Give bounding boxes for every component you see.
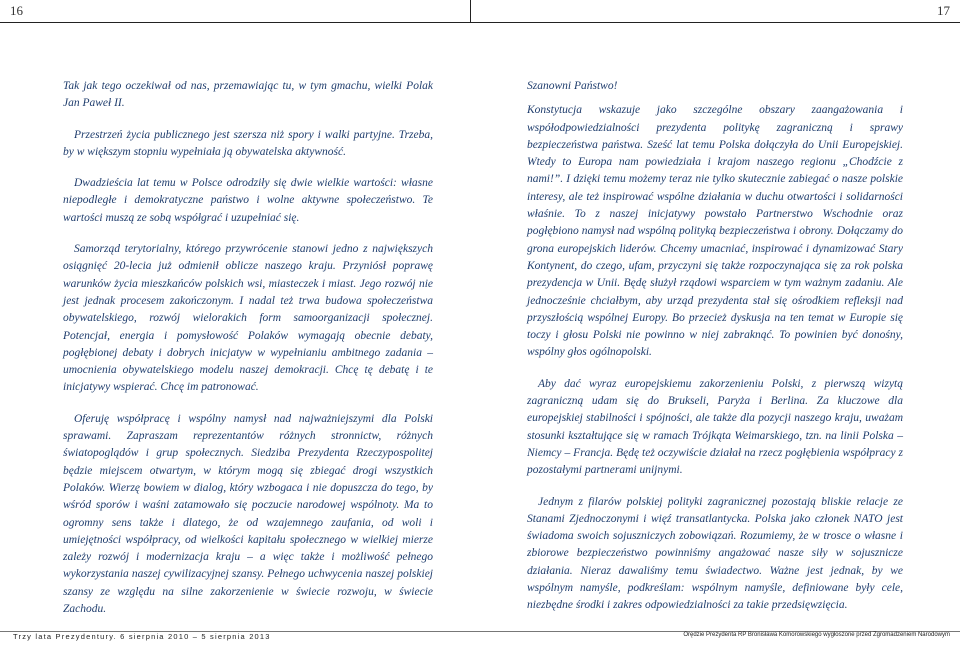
page-number-right: 17 — [937, 3, 950, 18]
right-column — [527, 78, 903, 629]
footer-left-text: Trzy lata Prezydentury. 6 sierpnia 2010 – 5 sierpnia 2013 — [13, 632, 271, 641]
header-divider — [470, 0, 471, 22]
paragraph: Samorząd terytorialny, którego przywrócenie stanowi jedno z największych osiągnięć 20-lecia już odmienił oblicze naszego kraju. Przyniósł poprawę warunków życia mieszkańców polskich wsi, miasteczek i miast. Jego rozwój nie jest jednak procesem zakończonym. I nadal też trwa budowa społeczeństwa obywatelskiego, rozwój wielorakich form samoorganizacji społecznej. Potencjał, energia i pomysłowość Polaków wymagają obecnie debaty, pogłębionej debaty i dobrych inicjatyw w wypełnianiu ambitnego zadania – umocnienia obywatelskiego modelu naszej demokracji. Chcę tę debatę i te inicjatywy wspierać. Chcę im patronować. — [63, 243, 433, 394]
header-rule — [0, 22, 960, 23]
paragraph: Przestrzeń życia publicznego jest szersza niż spory i walki partyjne. Trzeba, by w większym stopniu wypełniała ją obywatelska aktywność. — [63, 128, 433, 158]
paragraph: Jednym z filarów polskiej polityki zagranicznej pozostają bliskie relacje ze Stanami Zjednoczonymi i więź transatlantycka. Polska jako członek NATO jest świadoma swoich sojuszniczych zobowiązań. Rozumiemy, że w trosce o własne i zbiorowe bezpieczeństwo powinniśmy angażować nasze siły w sojusznicze działania. Nieraz dawaliśmy temu świadectwo. Ważne jest jednak, by we wspólnym namyśle, podkreślam: wspólnym namyśle, definiowane były cele, niezbędne środki i zakres odpowiedzialności za takie przedsięwzięcia. — [527, 495, 903, 612]
left-column — [63, 78, 433, 632]
footer-right-text: Orędzie Prezydenta RP Bronisława Komorowskiego wygłoszone przed Zgromadzeniem Narodowym — [683, 632, 950, 638]
page-number-left: 16 — [10, 3, 23, 18]
salutation: Szanowni Państwo! — [527, 80, 618, 92]
paragraph: Aby dać wyraz europejskiemu zakorzenieniu Polski, z pierwszą wizytą zagraniczną udam się do Brukseli, Paryża i Berlina. Za kluczowe dla europejskiej stabilności i spójności, ale także dla pozycji naszego kraju, uważam stosunki kształtujące się w ramach Trójkąta Weimarskiego, tzn. na linii Polska – Niemcy – Francja. Będę też oczywiście działał na rzecz pogłębienia współpracy z pozostałymi partnerami unijnymi. — [527, 377, 903, 477]
paragraph: Dwadzieścia lat temu w Polsce odrodziły się dwie wielkie wartości: własne niepodległe i demokratyczne państwo i wolne aktywne społeczeństwo. Te wartości muszą ze sobą współgrać i uzupełniać się. — [63, 177, 433, 224]
paragraph: Oferuję współpracę i wspólny namysł nad najważniejszymi dla Polski sprawami. Zapraszam reprezentantów różnych stronnictw, różnych światopoglądów i grup społecznych. Siedziba Prezydenta Rzeczypospolitej będzie miejscem otwartym, w którym mogą się zbiegać drogi wszystkich Polaków. Wierzę bowiem w dialog, który wzbogaca i nie dopuszcza do tego, by wśród sporów i waśni zatamowało się poczucie narodowej wspólnoty. Ma to ogromny sens także i dlatego, że od wzajemnego zaufania, od woli i umiejętności współpracy, od wielkości kapitału społecznego w wielkiej mierze zależy rozwój i modernizacja kraju – a więc także i możliwość pełnego wykorzystania naszej cywilizacyjnej szansy. Pełnego uchwycenia naszej polskiej szansy ze względu na silne zakorzenienie w świecie rozwoju, w świecie Zachodu. — [63, 412, 433, 616]
paragraph: Konstytucja wskazuje jako szczególne obszary zaangażowania i współodpowiedzialności prezydenta politykę zagraniczną i sprawy bezpieczeństwa państwa. Sześć lat temu Polska dołączyła do Unii Europejskiej. Wtedy to Europa nam powiedziała i krajom naszego regionu „Chodźcie z nami!”. I dzięki temu możemy teraz nie tylko skutecznie zabiegać o nasze polskie interesy, ale też inspirować wspólne działania w duchu otwartości i solidarności właśnie. To z naszej inicjatywy powstało Partnerstwo Wschodnie oraz pogłębiono namysł nad wspólną polityką bezpieczeństwa i obrony. Dołączamy do grona europejskich liderów. Chcemy umacniać, inspirować i dynamizować Stary Kontynent, do czego, ufam, przyczyni się także rozpoczynająca się za rok polska prezydencja w Unii. Będę służył rządowi wsparciem w tym ważnym zadaniu. Ale jednocześnie chciałbym, aby urząd prezydenta stał się ośrodkiem refleksji nad przyszłością wspólnej Europy. Bo przecież dyskusja na ten temat w Europie się toczy i głosu Polski nie powinno w niej zabraknąć. To powinien być donośny, wspólny głos ogólnopolski. — [527, 104, 903, 359]
paragraph: Tak jak tego oczekiwał od nas, przemawiając tu, w tym gmachu, wielki Polak Jan Paweł II. — [63, 80, 433, 110]
